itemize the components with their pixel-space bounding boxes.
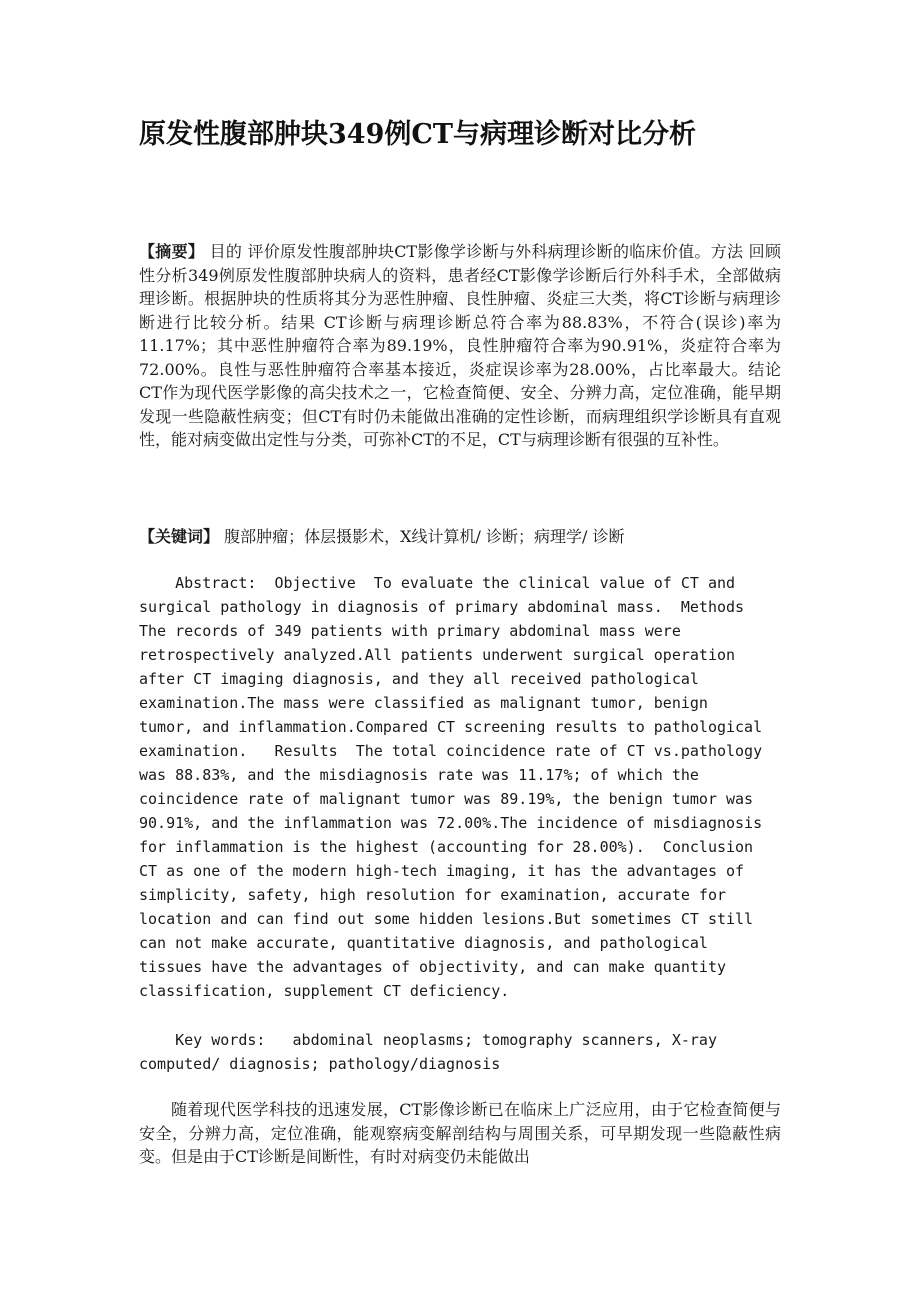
chinese-abstract [139, 240, 781, 452]
abstract-label: 【摘要】 [139, 242, 205, 261]
chinese-keywords [139, 525, 781, 549]
keywords-text: 腹部肿瘤；体层摄影术，X线计算机/ 诊断；病理学/ 诊断 [219, 527, 625, 546]
keywords-label: 【关键词】 [139, 527, 220, 546]
english-keywords: Key words: abdominal neoplasms; tomography scanners, X-ray computed/ diagnosis; pathology/diagnosis [139, 1031, 717, 1073]
paper-title: 原发性腹部肿块349例CT与病理诊断对比分析 [139, 119, 696, 150]
abstract-text: 目的 评价原发性腹部肿块CT影像学诊断与外科病理诊断的临床价值。方法 回顾性分析349例原发性腹部肿块病人的资料，患者经CT影像学诊断后行外科手术，全部做病理诊断。根据肿块的性质将其分为恶性肿瘤、良性肿瘤、炎症三大类，将CT诊断与病理诊断进行比较分析。结果 CT诊断与病理诊断总符合率为88.83%，不符合(误诊)率为11.17%；其中恶性肿瘤符合率为89.19%，良性肿瘤符合率为90.91%，炎症符合率为72.00%。良性与恶性肿瘤符合率基本接近，炎症误诊率为28.00%，占比率最大。结论 CT作为现代医学影像的高尖技术之一，它检查简便、安全、分辨力高，定位准确，能早期发现一些隐蔽性病变；但CT有时仍未能做出准确的定性诊断，而病理组织学诊断具有直观性，能对病变做出定性与分类，可弥补CT的不足，CT与病理诊断有很强的互补性。 [139, 242, 781, 449]
english-abstract: Abstract: Objective To evaluate the clinical value of CT and surgical pathology in diagnosis of primary abdominal mass. Methods The records of 349 patients with primary abdominal mass were retrospectively analyzed.All patients underwent surgical operation after CT imaging diagnosis, and they all received pathological examination.The mass were classified as malignant tumor, benign tumor, and inflammation.Compared CT screening results to pathological examination. Results The total coincidence rate of CT vs.pathology was 88.83%, and the misdiagnosis rate was 11.17%; of which the coincidence rate of malignant tumor was 89.19%, the benign tumor was 90.91%, and the inflammation was 72.00%.The incidence of misdiagnosis for inflammation is the highest (accounting for 28.00%). Conclusion CT as one of the modern high-tech imaging, it has the advantages of simplicity, safety, high resolution for examination, accurate for location and can find out some hidden lesions.But sometimes CT still can not make accurate, quantitative diagnosis, and pathological tissues have the advantages of objectivity, and can make quantity classification, supplement CT deficiency. [139, 574, 763, 1000]
introduction-paragraph: 随着现代医学科技的迅速发展，CT影像诊断已在临床上广泛应用，由于它检查简便与安全，分辨力高，定位准确，能观察病变解剖结构与周围关系，可早期发现一些隐蔽性病变。但是由于CT诊断是间断性，有时对病变仍未能做出 [139, 1100, 781, 1166]
